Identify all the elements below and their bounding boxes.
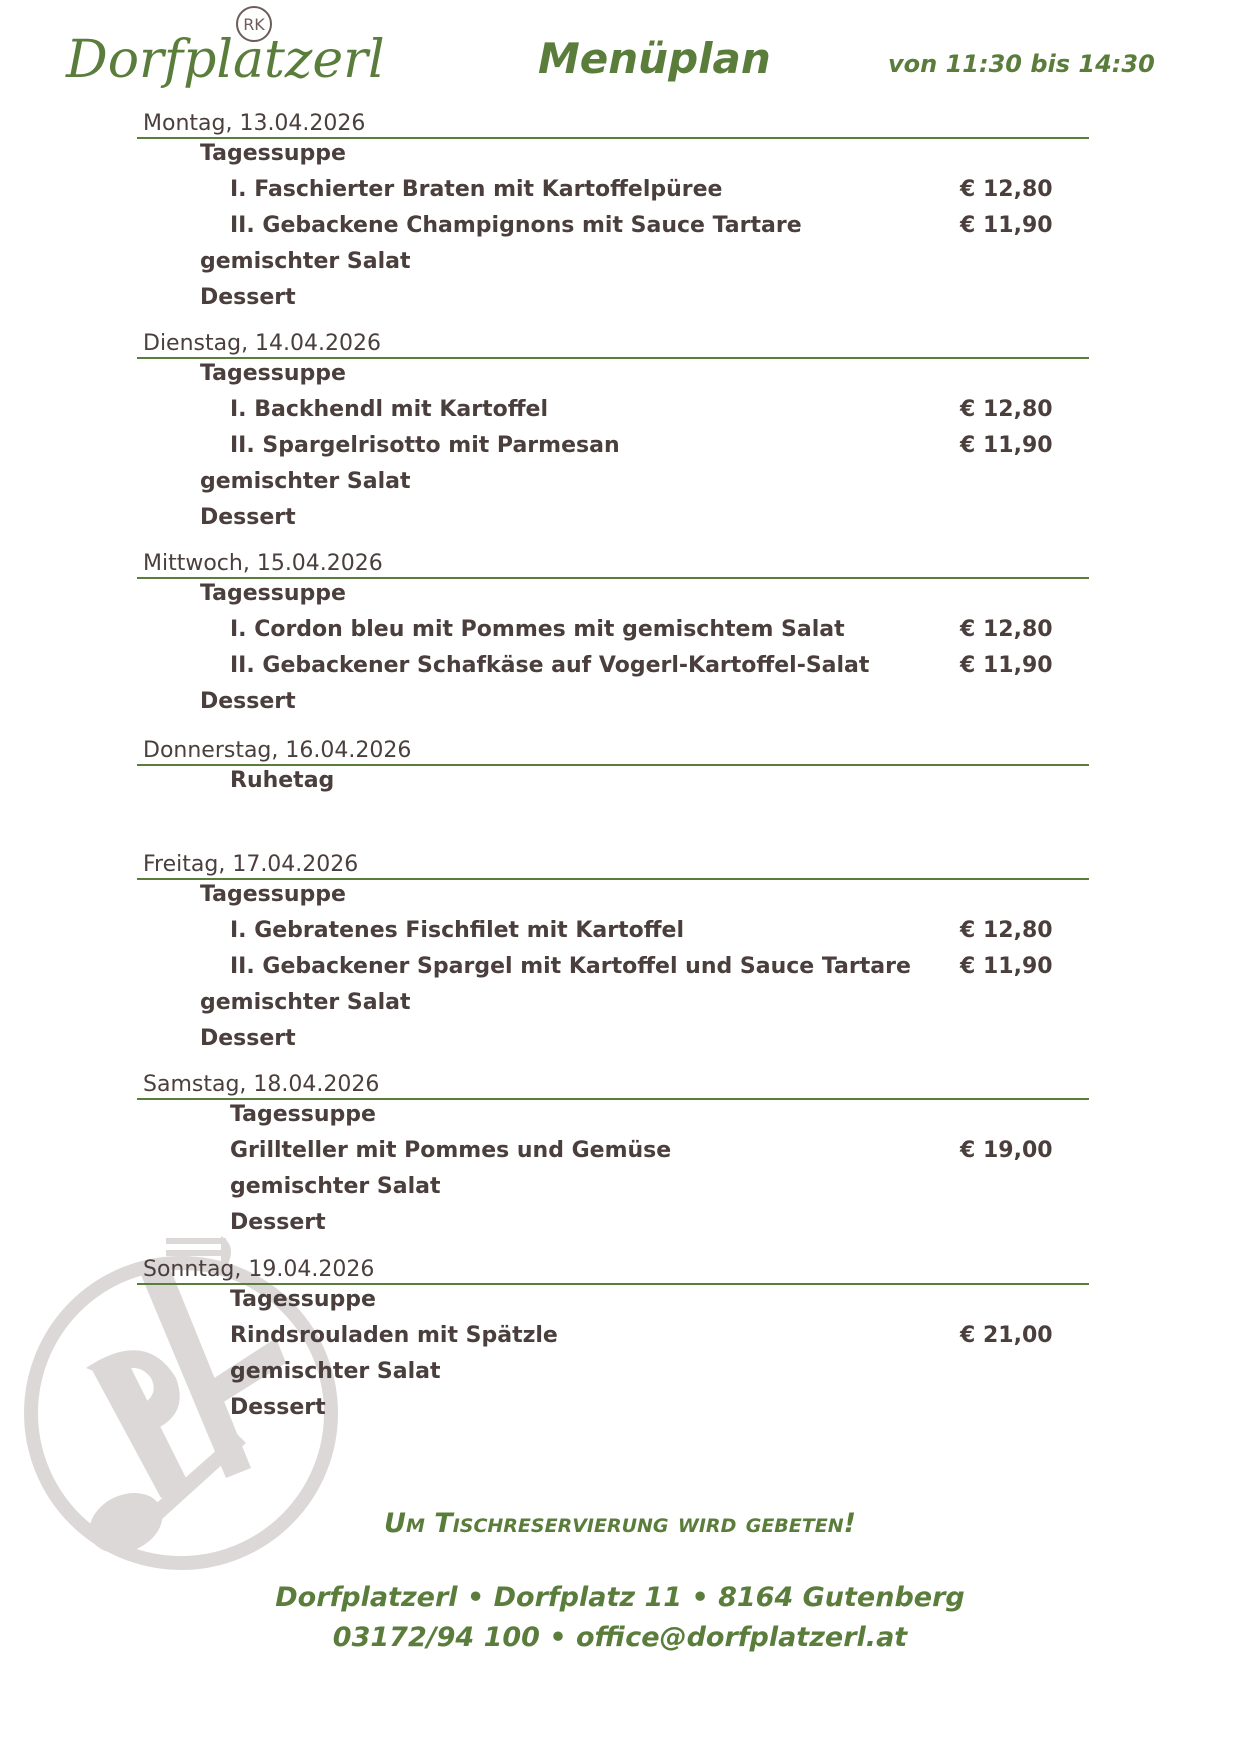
menu-item: I. Faschierter Braten mit Kartoffelpüree bbox=[230, 177, 723, 202]
menu-item: Tagessuppe bbox=[230, 1102, 376, 1127]
menu-item: I. Gebratenes Fischfilet mit Kartoffel bbox=[230, 918, 685, 943]
menu-item: gemischter Salat bbox=[230, 1359, 441, 1384]
menu-item: II. Gebackene Champignons mit Sauce Tartare bbox=[230, 213, 802, 238]
menu-item-price: € 12,80 bbox=[960, 617, 1053, 642]
menu-item: Dessert bbox=[200, 1026, 296, 1051]
day-heading: Freitag, 17.04.2026 bbox=[143, 852, 359, 877]
menu-item: Tagessuppe bbox=[230, 1287, 376, 1312]
rk-badge-icon bbox=[234, 4, 274, 44]
day-divider bbox=[137, 764, 1089, 766]
menu-item: gemischter Salat bbox=[200, 249, 411, 274]
page-title: Menüplan bbox=[538, 34, 771, 83]
day-divider bbox=[137, 137, 1089, 139]
menu-item: II. Spargelrisotto mit Parmesan bbox=[230, 433, 620, 458]
reservation-note: Um Tischreservierung wird gebeten! bbox=[384, 1508, 856, 1539]
svg-text:RK: RK bbox=[243, 15, 265, 34]
menu-item: Tagessuppe bbox=[200, 361, 346, 386]
menu-item: I. Backhendl mit Kartoffel bbox=[230, 397, 548, 422]
menu-item: II. Gebackener Schafkäse auf Vogerl-Kartoffel-Salat bbox=[230, 653, 870, 678]
menu-item-price: € 11,90 bbox=[960, 653, 1053, 678]
menu-item: II. Gebackener Spargel mit Kartoffel und Sauce Tartare bbox=[230, 954, 911, 979]
day-divider bbox=[137, 1283, 1089, 1285]
menu-item: Tagessuppe bbox=[200, 581, 346, 606]
opening-hours: von 11:30 bis 14:30 bbox=[888, 50, 1155, 78]
menu-item: Rindsrouladen mit Spätzle bbox=[230, 1323, 558, 1348]
menu-item: Dessert bbox=[230, 1210, 326, 1235]
menu-item: I. Cordon bleu mit Pommes mit gemischtem Salat bbox=[230, 617, 845, 642]
menu-item: Dessert bbox=[230, 1395, 326, 1420]
menu-item-price: € 12,80 bbox=[960, 397, 1053, 422]
menu-item: Grillteller mit Pommes und Gemüse bbox=[230, 1138, 672, 1163]
menu-item-price: € 12,80 bbox=[960, 177, 1053, 202]
day-divider bbox=[137, 577, 1089, 579]
menu-item-price: € 12,80 bbox=[960, 918, 1053, 943]
menu-item-price: € 11,90 bbox=[960, 213, 1053, 238]
contact-line: 03172/94 100 • office@dorfplatzerl.at bbox=[332, 1622, 908, 1653]
menu-item-price: € 11,90 bbox=[960, 433, 1053, 458]
menu-item: gemischter Salat bbox=[200, 990, 411, 1015]
day-heading: Dienstag, 14.04.2026 bbox=[143, 331, 382, 356]
menu-item: gemischter Salat bbox=[230, 1174, 441, 1199]
day-heading: Sonntag, 19.04.2026 bbox=[143, 1257, 375, 1282]
address-line: Dorfplatzerl • Dorfplatz 11 • 8164 Gutenberg bbox=[275, 1582, 965, 1613]
day-heading: Samstag, 18.04.2026 bbox=[143, 1072, 380, 1097]
menu-item: Ruhetag bbox=[230, 768, 335, 793]
menu-item-price: € 21,00 bbox=[960, 1323, 1053, 1348]
menu-item: Dessert bbox=[200, 285, 296, 310]
day-divider bbox=[137, 878, 1089, 880]
menu-item: Dessert bbox=[200, 689, 296, 714]
brand-name: Dorfplatzerl bbox=[66, 30, 385, 90]
day-divider bbox=[137, 1098, 1089, 1100]
menu-item: Dessert bbox=[200, 505, 296, 530]
menu-item: gemischter Salat bbox=[200, 469, 411, 494]
day-divider bbox=[137, 357, 1089, 359]
menu-item-price: € 11,90 bbox=[960, 954, 1053, 979]
day-heading: Donnerstag, 16.04.2026 bbox=[143, 738, 412, 763]
menu-item-price: € 19,00 bbox=[960, 1138, 1053, 1163]
brand-logo bbox=[66, 15, 385, 98]
day-heading: Montag, 13.04.2026 bbox=[143, 111, 366, 136]
menu-item: Tagessuppe bbox=[200, 882, 346, 907]
menu-item: Tagessuppe bbox=[200, 141, 346, 166]
day-heading: Mittwoch, 15.04.2026 bbox=[143, 551, 383, 576]
